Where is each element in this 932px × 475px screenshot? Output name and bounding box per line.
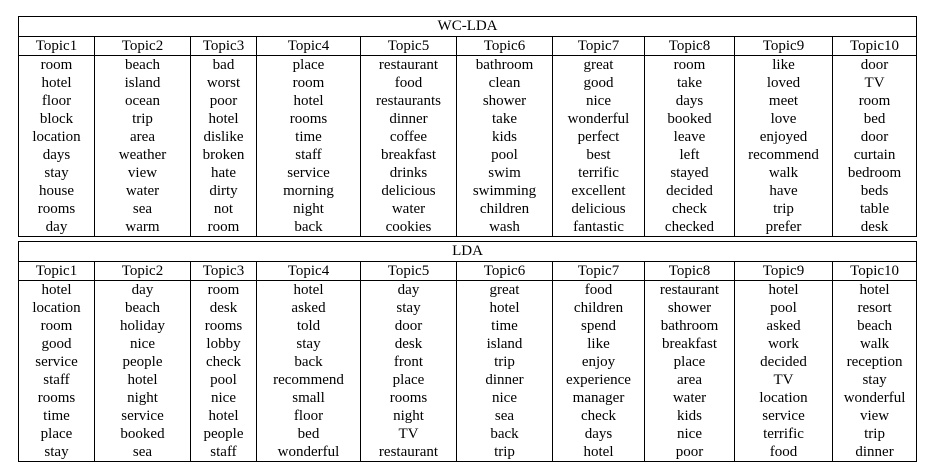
table-cell: location bbox=[735, 389, 833, 407]
table-row bbox=[19, 335, 917, 353]
table-cell: location bbox=[19, 128, 95, 146]
table-row bbox=[19, 92, 917, 110]
table-cell: hotel bbox=[19, 281, 95, 300]
column-header: Topic1 bbox=[19, 37, 95, 56]
table-row bbox=[19, 281, 917, 300]
table-cell: manager bbox=[553, 389, 645, 407]
table-row bbox=[19, 182, 917, 200]
table-cell: terrific bbox=[735, 425, 833, 443]
column-header: Topic10 bbox=[833, 262, 917, 281]
table-cell: like bbox=[553, 335, 645, 353]
table-cell: room bbox=[833, 92, 917, 110]
table-cell: swim bbox=[457, 164, 553, 182]
table-cell: holiday bbox=[95, 317, 191, 335]
table-row bbox=[19, 110, 917, 128]
column-header: Topic4 bbox=[257, 37, 361, 56]
topic-tables bbox=[18, 16, 916, 462]
column-header: Topic3 bbox=[191, 37, 257, 56]
table-cell: wonderful bbox=[553, 110, 645, 128]
table-cell: trip bbox=[457, 353, 553, 371]
column-header: Topic7 bbox=[553, 262, 645, 281]
table-cell: nice bbox=[95, 335, 191, 353]
table-cell: coffee bbox=[361, 128, 457, 146]
column-header: Topic6 bbox=[457, 37, 553, 56]
table-cell: asked bbox=[735, 317, 833, 335]
table-cell: staff bbox=[257, 146, 361, 164]
table-cell: service bbox=[19, 353, 95, 371]
table-cell: area bbox=[645, 371, 735, 389]
table-cell: checked bbox=[645, 218, 735, 237]
table-cell: water bbox=[95, 182, 191, 200]
table-cell: children bbox=[553, 299, 645, 317]
table-cell: pool bbox=[191, 371, 257, 389]
column-header: Topic2 bbox=[95, 37, 191, 56]
table-row bbox=[19, 218, 917, 237]
table-cell: night bbox=[361, 407, 457, 425]
table-cell: time bbox=[457, 317, 553, 335]
table-cell: day bbox=[95, 281, 191, 300]
topic-table-wc-lda bbox=[18, 16, 917, 237]
table-cell: best bbox=[553, 146, 645, 164]
table-cell: floor bbox=[19, 92, 95, 110]
column-header: Topic8 bbox=[645, 262, 735, 281]
table-cell: perfect bbox=[553, 128, 645, 146]
table-cell: time bbox=[19, 407, 95, 425]
table-cell: breakfast bbox=[361, 146, 457, 164]
table-cell: recommend bbox=[257, 371, 361, 389]
column-header: Topic1 bbox=[19, 262, 95, 281]
table-cell: nice bbox=[457, 389, 553, 407]
table-cell: enjoy bbox=[553, 353, 645, 371]
table-cell: door bbox=[833, 56, 917, 75]
table-cell: area bbox=[95, 128, 191, 146]
table-cell: left bbox=[645, 146, 735, 164]
table-cell: stayed bbox=[645, 164, 735, 182]
table-cell: TV bbox=[361, 425, 457, 443]
table-cell: dinner bbox=[833, 443, 917, 462]
table-cell: door bbox=[833, 128, 917, 146]
table-cell: service bbox=[95, 407, 191, 425]
table-cell: hate bbox=[191, 164, 257, 182]
table-cell: clean bbox=[457, 74, 553, 92]
table-cell: beach bbox=[95, 56, 191, 75]
table-cell: days bbox=[645, 92, 735, 110]
table-cell: spend bbox=[553, 317, 645, 335]
table-cell: staff bbox=[191, 443, 257, 462]
column-header: Topic10 bbox=[833, 37, 917, 56]
table-cell: desk bbox=[191, 299, 257, 317]
table-cell: take bbox=[457, 110, 553, 128]
column-header: Topic3 bbox=[191, 262, 257, 281]
table-cell: people bbox=[95, 353, 191, 371]
table-cell: view bbox=[833, 407, 917, 425]
table-cell: food bbox=[553, 281, 645, 300]
table-cell: night bbox=[257, 200, 361, 218]
table-cell: sea bbox=[457, 407, 553, 425]
table-cell: have bbox=[735, 182, 833, 200]
table-cell: restaurant bbox=[361, 56, 457, 75]
table-cell: desk bbox=[833, 218, 917, 237]
table-cell: restaurant bbox=[361, 443, 457, 462]
table-cell: island bbox=[457, 335, 553, 353]
table-cell: bathroom bbox=[645, 317, 735, 335]
table-cell: hotel bbox=[457, 299, 553, 317]
table-cell: dislike bbox=[191, 128, 257, 146]
topic-table-lda bbox=[18, 241, 917, 462]
table-row bbox=[19, 146, 917, 164]
table-cell: table bbox=[833, 200, 917, 218]
table-cell: hotel bbox=[735, 281, 833, 300]
table-cell: wonderful bbox=[257, 443, 361, 462]
table-cell: dinner bbox=[361, 110, 457, 128]
table-cell: sea bbox=[95, 200, 191, 218]
table-cell: booked bbox=[645, 110, 735, 128]
table-cell: sea bbox=[95, 443, 191, 462]
column-header: Topic7 bbox=[553, 37, 645, 56]
table-cell: place bbox=[19, 425, 95, 443]
table-cell: nice bbox=[191, 389, 257, 407]
table-row bbox=[19, 389, 917, 407]
table-row bbox=[19, 407, 917, 425]
table-cell: trip bbox=[833, 425, 917, 443]
table-cell: reception bbox=[833, 353, 917, 371]
table-cell: place bbox=[257, 56, 361, 75]
table-cell: leave bbox=[645, 128, 735, 146]
table-cell: kids bbox=[645, 407, 735, 425]
table-cell: stay bbox=[19, 164, 95, 182]
table-cell: recommend bbox=[735, 146, 833, 164]
table-cell: shower bbox=[645, 299, 735, 317]
table-cell: trip bbox=[457, 443, 553, 462]
table-cell: hotel bbox=[191, 407, 257, 425]
table-cell: room bbox=[645, 56, 735, 75]
table-cell: delicious bbox=[553, 200, 645, 218]
table-cell: asked bbox=[257, 299, 361, 317]
table-cell: booked bbox=[95, 425, 191, 443]
table-cell: rooms bbox=[257, 110, 361, 128]
table-cell: hotel bbox=[833, 281, 917, 300]
table-cell: hotel bbox=[95, 371, 191, 389]
table-cell: take bbox=[645, 74, 735, 92]
table-cell: trip bbox=[735, 200, 833, 218]
column-header: Topic2 bbox=[95, 262, 191, 281]
table-row bbox=[19, 56, 917, 75]
table-cell: location bbox=[19, 299, 95, 317]
table-cell: stay bbox=[19, 443, 95, 462]
table-title: WC-LDA bbox=[19, 17, 917, 37]
table-cell: experience bbox=[553, 371, 645, 389]
table-cell: check bbox=[191, 353, 257, 371]
table-cell: days bbox=[553, 425, 645, 443]
table-cell: excellent bbox=[553, 182, 645, 200]
table-cell: fantastic bbox=[553, 218, 645, 237]
table-cell: breakfast bbox=[645, 335, 735, 353]
table-cell: beach bbox=[833, 317, 917, 335]
table-cell: back bbox=[457, 425, 553, 443]
table-cell: bathroom bbox=[457, 56, 553, 75]
table-cell: work bbox=[735, 335, 833, 353]
table-row bbox=[19, 200, 917, 218]
table-row bbox=[19, 353, 917, 371]
table-cell: days bbox=[19, 146, 95, 164]
table-cell: TV bbox=[735, 371, 833, 389]
table-cell: check bbox=[553, 407, 645, 425]
table-cell: service bbox=[257, 164, 361, 182]
table-cell: terrific bbox=[553, 164, 645, 182]
table-cell: children bbox=[457, 200, 553, 218]
table-cell: good bbox=[19, 335, 95, 353]
table-cell: restaurant bbox=[645, 281, 735, 300]
table-cell: bed bbox=[257, 425, 361, 443]
table-cell: stay bbox=[361, 299, 457, 317]
table-cell: great bbox=[553, 56, 645, 75]
table-cell: pool bbox=[735, 299, 833, 317]
table-cell: desk bbox=[361, 335, 457, 353]
column-header: Topic4 bbox=[257, 262, 361, 281]
table-cell: drinks bbox=[361, 164, 457, 182]
table-cell: rooms bbox=[19, 389, 95, 407]
table-row bbox=[19, 164, 917, 182]
table-cell: beds bbox=[833, 182, 917, 200]
table-row bbox=[19, 371, 917, 389]
table-cell: broken bbox=[191, 146, 257, 164]
table-cell: day bbox=[361, 281, 457, 300]
table-cell: rooms bbox=[191, 317, 257, 335]
table-cell: stay bbox=[833, 371, 917, 389]
table-cell: hotel bbox=[257, 281, 361, 300]
table-cell: food bbox=[735, 443, 833, 462]
table-row bbox=[19, 425, 917, 443]
table-cell: stay bbox=[257, 335, 361, 353]
table-cell: good bbox=[553, 74, 645, 92]
table-cell: worst bbox=[191, 74, 257, 92]
table-cell: love bbox=[735, 110, 833, 128]
table-cell: room bbox=[19, 317, 95, 335]
table-row bbox=[19, 128, 917, 146]
table-cell: TV bbox=[833, 74, 917, 92]
table-cell: room bbox=[191, 281, 257, 300]
table-cell: hotel bbox=[191, 110, 257, 128]
table-cell: trip bbox=[95, 110, 191, 128]
table-cell: resort bbox=[833, 299, 917, 317]
column-header: Topic5 bbox=[361, 262, 457, 281]
table-cell: rooms bbox=[361, 389, 457, 407]
table-cell: floor bbox=[257, 407, 361, 425]
table-cell: day bbox=[19, 218, 95, 237]
table-cell: beach bbox=[95, 299, 191, 317]
column-header: Topic5 bbox=[361, 37, 457, 56]
table-cell: weather bbox=[95, 146, 191, 164]
table-cell: front bbox=[361, 353, 457, 371]
table-cell: kids bbox=[457, 128, 553, 146]
table-cell: dirty bbox=[191, 182, 257, 200]
table-cell: morning bbox=[257, 182, 361, 200]
table-cell: bad bbox=[191, 56, 257, 75]
table-cell: pool bbox=[457, 146, 553, 164]
column-header: Topic6 bbox=[457, 262, 553, 281]
column-header: Topic9 bbox=[735, 262, 833, 281]
table-cell: ocean bbox=[95, 92, 191, 110]
table-cell: wash bbox=[457, 218, 553, 237]
table-cell: water bbox=[361, 200, 457, 218]
table-cell: bedroom bbox=[833, 164, 917, 182]
table-cell: check bbox=[645, 200, 735, 218]
table-cell: poor bbox=[645, 443, 735, 462]
table-title: LDA bbox=[19, 242, 917, 262]
table-cell: block bbox=[19, 110, 95, 128]
table-cell: back bbox=[257, 353, 361, 371]
table-cell: enjoyed bbox=[735, 128, 833, 146]
table-cell: great bbox=[457, 281, 553, 300]
table-cell: hotel bbox=[257, 92, 361, 110]
table-cell: not bbox=[191, 200, 257, 218]
table-row bbox=[19, 299, 917, 317]
table-cell: door bbox=[361, 317, 457, 335]
table-cell: told bbox=[257, 317, 361, 335]
table-cell: shower bbox=[457, 92, 553, 110]
table-cell: night bbox=[95, 389, 191, 407]
table-cell: delicious bbox=[361, 182, 457, 200]
table-cell: water bbox=[645, 389, 735, 407]
table-cell: meet bbox=[735, 92, 833, 110]
table-cell: curtain bbox=[833, 146, 917, 164]
table-cell: food bbox=[361, 74, 457, 92]
table-cell: house bbox=[19, 182, 95, 200]
table-row bbox=[19, 317, 917, 335]
table-cell: like bbox=[735, 56, 833, 75]
table-cell: prefer bbox=[735, 218, 833, 237]
table-row bbox=[19, 74, 917, 92]
table-cell: small bbox=[257, 389, 361, 407]
table-cell: swimming bbox=[457, 182, 553, 200]
table-cell: view bbox=[95, 164, 191, 182]
table-cell: cookies bbox=[361, 218, 457, 237]
table-cell: decided bbox=[645, 182, 735, 200]
table-cell: staff bbox=[19, 371, 95, 389]
table-cell: dinner bbox=[457, 371, 553, 389]
table-cell: lobby bbox=[191, 335, 257, 353]
table-cell: back bbox=[257, 218, 361, 237]
column-header: Topic9 bbox=[735, 37, 833, 56]
table-cell: walk bbox=[735, 164, 833, 182]
table-cell: wonderful bbox=[833, 389, 917, 407]
table-cell: loved bbox=[735, 74, 833, 92]
table-cell: nice bbox=[553, 92, 645, 110]
column-header: Topic8 bbox=[645, 37, 735, 56]
table-cell: room bbox=[257, 74, 361, 92]
table-cell: hotel bbox=[553, 443, 645, 462]
table-cell: room bbox=[19, 56, 95, 75]
table-cell: restaurants bbox=[361, 92, 457, 110]
table-row bbox=[19, 443, 917, 462]
table-cell: poor bbox=[191, 92, 257, 110]
table-cell: bed bbox=[833, 110, 917, 128]
table-cell: people bbox=[191, 425, 257, 443]
table-cell: hotel bbox=[19, 74, 95, 92]
table-cell: service bbox=[735, 407, 833, 425]
table-cell: walk bbox=[833, 335, 917, 353]
table-cell: place bbox=[361, 371, 457, 389]
table-cell: rooms bbox=[19, 200, 95, 218]
table-cell: room bbox=[191, 218, 257, 237]
table-cell: time bbox=[257, 128, 361, 146]
table-cell: island bbox=[95, 74, 191, 92]
table-cell: place bbox=[645, 353, 735, 371]
table-cell: warm bbox=[95, 218, 191, 237]
table-cell: nice bbox=[645, 425, 735, 443]
table-cell: decided bbox=[735, 353, 833, 371]
